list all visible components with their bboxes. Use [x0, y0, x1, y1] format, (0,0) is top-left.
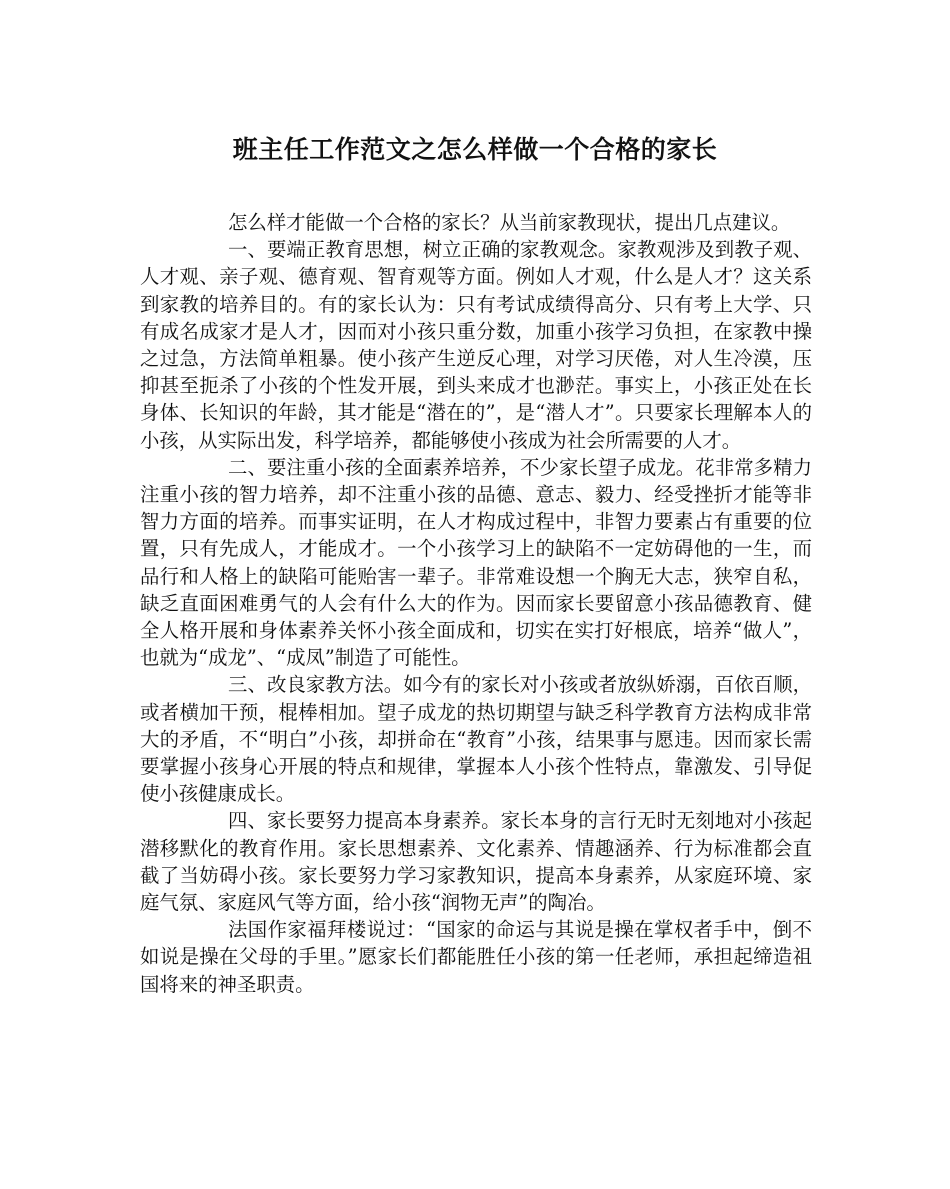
paragraph-point-1: 一、要端正教育思想，树立正确的家教观念。家教观涉及到教子观、人才观、亲子观、德育观、智育观等方面。例如人才观，什么是人才？这关系到家教的培养目的。有的家长认为：只有考试成绩得高分、只有考上大学、只有成名成家才是人才，因而对小孩只重分数，加重小孩学习负担，在家教中操之过急，方法简单粗暴。使小孩产生逆反心理，对学习厌倦，对人生冷漠，压抑甚至扼杀了小孩的个性发开展，到头来成才也渺茫。事实上，小孩正处在长身体、长知识的年龄，其才能是“潜在的”，是“潜人才”。只要家长理解本人的小孩，从实际出发，科学培养，都能够使小孩成为社会所需要的人才。	[140, 238, 812, 452]
paragraph-point-2: 二、要注重小孩的全面素养培养，不少家长望子成龙。花非常多精力注重小孩的智力培养，却不注重小孩的品德、意志、毅力、经受挫折才能等非智力方面的培养。而事实证明，在人才构成过程中，非智力要素占有重要的位置，只有先成人，才能成才。一个小孩学习上的缺陷不一定妨碍他的一生，而品行和人格上的缺陷可能贻害一辈子。非常难设想一个胸无大志，狭窄自私，缺乏直面困难勇气的人会有什么大的作为。因而家长要留意小孩品德教育、健全人格开展和身体素养关怀小孩全面成和，切实在实打好根底，培养“做人”，也就为“成龙”、“成凤”制造了可能性。	[140, 455, 812, 670]
paragraph-point-4: 四、家长要努力提高本身素养。家长本身的言行无时无刻地对小孩起潜移默化的教育作用。家长思想素养、文化素养、情趣涵养、行为标准都会直截了当妨碍小孩。家长要努力学习家教知识，提高本身素养，从家庭环境、家庭气氛、家庭风气等方面，给小孩“润物无声”的陶冶。	[140, 809, 812, 915]
document-title: 班主任工作范文之怎么样做一个合格的家长	[232, 135, 718, 164]
paragraph-conclusion: 法国作家福拜楼说过：“国家的命运与其说是操在掌权者手中，倒不如说是操在父母的手里。”愿家长们都能胜任小孩的第一任老师，承担起缔造祖国将来的神圣职责。	[140, 918, 812, 996]
paragraph-point-3: 三、改良家教方法。如今有的家长对小孩或者放纵娇溺，百依百顺，或者横加干预，棍棒相加。望子成龙的热切期望与缺乏科学教育方法构成非常大的矛盾，不“明白”小孩，却拼命在“教育”小孩，结果事与愿违。因而家长需要掌握小孩身心开展的特点和规律，掌握本人小孩个性特点，靠激发、引导促使小孩健康成长。	[140, 673, 812, 806]
document-body	[140, 209, 812, 998]
paragraph-intro: 怎么样才能做一个合格的家长？从当前家教现状，提出几点建议。	[228, 211, 791, 234]
